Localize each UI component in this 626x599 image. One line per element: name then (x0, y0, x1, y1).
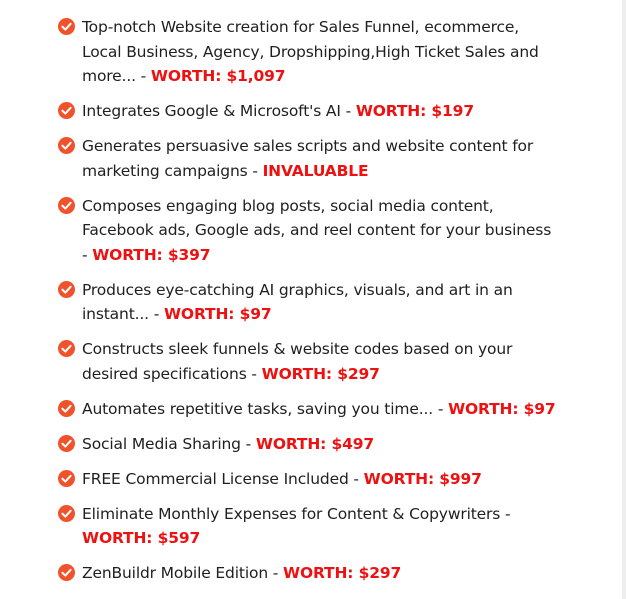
feature-item (58, 432, 558, 457)
right-edge-rule (622, 0, 626, 599)
feature-item (58, 278, 558, 327)
check-circle-icon (58, 564, 75, 581)
feature-worth: WORTH: $297 (261, 364, 380, 383)
feature-worth: WORTH: $297 (283, 564, 402, 582)
feature-item (58, 194, 558, 268)
feature-text: Social Media Sharing - (82, 434, 256, 453)
feature-text: Produces eye-catching AI graphics, visuals, and art in an instant... - (82, 280, 513, 323)
check-circle-icon (58, 435, 75, 452)
check-circle-icon (58, 197, 75, 214)
feature-worth: WORTH: $597 (82, 529, 201, 547)
feature-text: FREE Commercial License Included - (82, 469, 364, 488)
check-circle-icon (58, 137, 75, 154)
feature-text: Integrates Google & Microsoft's AI - (82, 102, 356, 120)
feature-item (58, 467, 558, 492)
feature-worth: WORTH: $197 (355, 102, 474, 120)
check-circle-icon (58, 505, 75, 522)
feature-text: Top-notch Website creation for Sales Funnel, ecommerce, Local Business, Agency, Dropshipping,High Ticket Sales and more... - (82, 18, 539, 85)
feature-text: Eliminate Monthly Expenses for Content & Copywriters - (82, 504, 511, 523)
feature-item (58, 397, 558, 422)
feature-worth: INVALUABLE (262, 161, 369, 180)
feature-text: Composes engaging blog posts, social media content, Facebook ads, Google ads, and reel content for your business - (82, 196, 552, 264)
feature-worth: WORTH: $397 (92, 245, 211, 264)
feature-worth: WORTH: $1,097 (150, 67, 286, 85)
feature-worth: WORTH: $497 (255, 434, 375, 453)
check-circle-icon (58, 281, 75, 298)
feature-text: Automates repetitive tasks, saving you time... - (82, 399, 449, 418)
check-circle-icon (58, 400, 75, 417)
check-circle-icon (58, 470, 75, 487)
feature-item (58, 99, 558, 124)
feature-text: Generates persuasive sales scripts and website content for marketing campaigns - (82, 137, 534, 180)
check-circle-icon (58, 102, 75, 119)
feature-item (58, 561, 558, 586)
feature-item (58, 134, 558, 183)
feature-worth: WORTH: $997 (363, 469, 482, 488)
check-circle-icon (58, 340, 75, 357)
feature-worth: WORTH: $97 (448, 399, 556, 418)
feature-item (58, 337, 558, 386)
feature-text: Constructs sleek funnels & website codes based on your desired specifications - (82, 340, 513, 383)
feature-worth: WORTH: $97 (163, 305, 272, 323)
feature-text: ZenBuildr Mobile Edition - (82, 564, 283, 582)
check-circle-icon (58, 18, 75, 35)
feature-item (58, 502, 558, 551)
feature-list (58, 15, 558, 596)
feature-item (58, 15, 558, 89)
